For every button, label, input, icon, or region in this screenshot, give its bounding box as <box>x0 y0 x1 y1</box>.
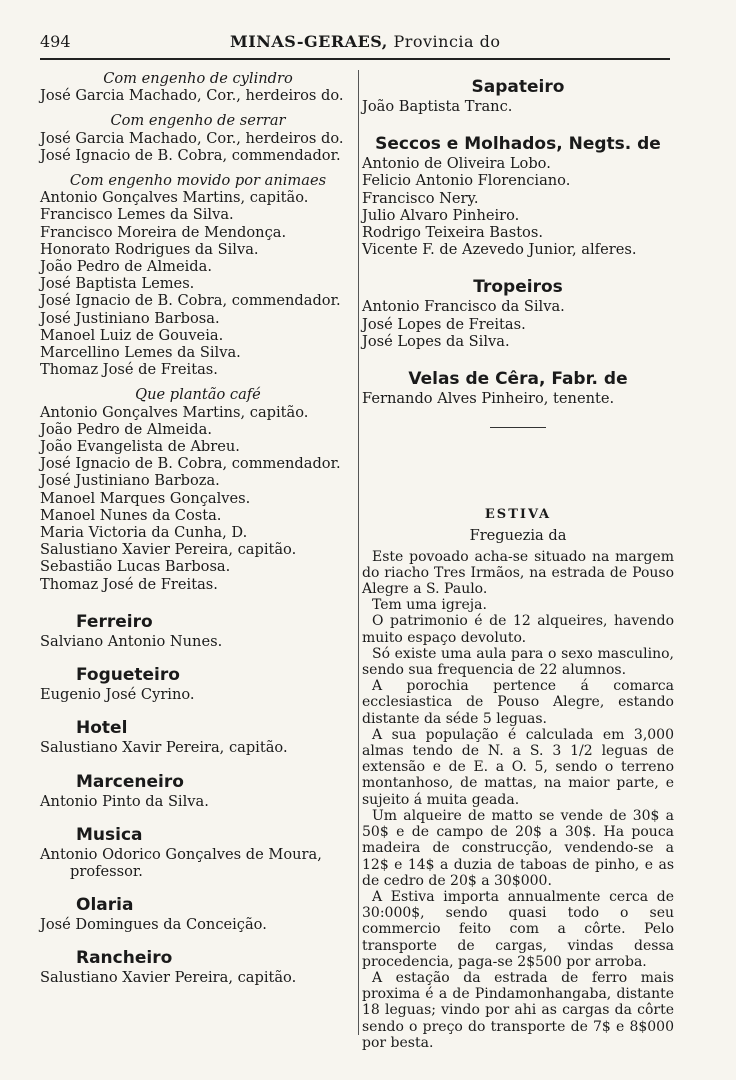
subheading: Com engenho de cylindro <box>103 70 293 87</box>
paragraph: Este povoado acha-se situado na margem do riacho Tres Irmãos, na estrada de Pouso Alegre a S. Paulo. <box>362 548 674 598</box>
estiva-subtitle: Freguezia da <box>469 527 567 545</box>
entry-list <box>362 298 674 350</box>
section-title: Seccos e Molhados, Negts. de <box>375 134 661 155</box>
entry-list <box>362 155 674 258</box>
page-number: 494 <box>40 32 71 51</box>
entry: Rodrigo Teixeira Bastos. <box>362 224 543 242</box>
entry: João Evangelista de Abreu. <box>40 438 240 456</box>
section-title: Ferreiro <box>76 611 153 632</box>
entry: Eugenio José Cyrino. <box>40 686 195 704</box>
entry: José Justiniano Barbosa. <box>40 309 220 327</box>
estiva-body <box>362 549 674 1051</box>
entry: José Ignacio de B. Cobra, commendador. <box>40 455 341 473</box>
entry: José Garcia Machado, Cor., herdeiros do. <box>40 87 344 105</box>
entry: Antonio Gonçalves Martins, capitão. <box>40 403 309 421</box>
entry: Manoel Luiz de Gouveia. <box>40 326 224 344</box>
estiva-title: ESTIVA <box>484 507 552 523</box>
entry: José Lopes da Silva. <box>362 332 510 350</box>
entry-list <box>40 404 356 593</box>
section-title: Musica <box>76 824 143 845</box>
column-divider <box>358 70 359 1035</box>
paragraph: O patrimonio é de 12 alqueires, havendo muito espaço devoluto. <box>362 613 674 646</box>
entry: professor. <box>70 862 143 880</box>
entry: Marcellino Lemes da Silva. <box>40 344 241 362</box>
section-title: Velas de Cêra, Fabr. de <box>408 369 628 390</box>
entry: Salustiano Xavir Pereira, capitão. <box>40 739 288 757</box>
entry-list <box>40 87 356 104</box>
entry: Thomaz José de Freitas. <box>40 361 218 379</box>
entry: Salustiano Xavier Pereira, capitão. <box>40 541 297 559</box>
entry: Antonio de Oliveira Lobo. <box>362 155 551 173</box>
entry: José Baptista Lemes. <box>40 275 195 293</box>
section-title: Hotel <box>76 718 128 739</box>
running-title-rest: Provincia do <box>393 32 501 51</box>
section-title: Tropeiros <box>473 277 563 298</box>
entry: Thomaz José de Freitas. <box>40 575 218 593</box>
paragraph: A estação da estrada de ferro mais proxima é a de Pindamonhangaba, distante 18 leguas; vindo por ahi as cargas da côrte sendo o preço do transporte de 7$ e 8$000 por besta. <box>362 969 674 1051</box>
entry: Manoel Nunes da Costa. <box>40 506 222 524</box>
entry: Honorato Rodrigues da Silva. <box>40 240 259 258</box>
entry: José Garcia Machado, Cor., herdeiros do. <box>40 129 344 147</box>
section-title: Olaria <box>76 895 134 916</box>
entry: Antonio Gonçalves Martins, capitão. <box>40 189 309 207</box>
entry-list <box>40 130 356 164</box>
entry: Fernando Alves Pinheiro, tenente. <box>362 390 615 408</box>
entry: João Baptista Tranc. <box>362 98 513 115</box>
left-column <box>40 70 356 987</box>
paragraph: A Estiva importa annualmente cerca de 30:000$, sendo quasi todo o seu commercio feito com a côrte. Pelo transporte de cargas, vindas dessa procedencia, paga-se 2$500 por arroba. <box>362 888 674 970</box>
entry: Maria Victoria da Cunha, D. <box>40 524 248 542</box>
running-title-bold: MINAS-GERAES, <box>230 32 388 51</box>
entry: Antonio Pinto da Silva. <box>40 792 209 810</box>
entry: Francisco Nery. <box>362 189 479 207</box>
entry: Felicio Antonio Florenciano. <box>362 172 571 190</box>
entry: José Lopes de Freitas. <box>362 315 526 333</box>
section-title: Marceneiro <box>76 771 184 792</box>
entry: Antonio Francisco da Silva. <box>362 298 565 316</box>
paragraph: A porochia pertence á comarca ecclesiastica de Pouso Alegre, estando distante da séde 5 leguas. <box>362 678 674 727</box>
entry-list <box>40 189 356 378</box>
entry: José Domingues da Conceição. <box>40 916 267 934</box>
entry: João Pedro de Almeida. <box>40 258 212 276</box>
running-title <box>230 32 501 51</box>
entry: José Ignacio de B. Cobra, commendador. <box>40 146 341 164</box>
entry: Antonio Odorico Gonçalves de Moura, <box>40 845 322 863</box>
entry: Vicente F. de Azevedo Junior, alferes. <box>362 241 637 259</box>
paragraph: Só existe uma aula para o sexo masculino, sendo sua frequencia de 22 alumnos. <box>362 645 674 679</box>
entry: João Pedro de Almeida. <box>40 420 212 438</box>
entry: Francisco Lemes da Silva. <box>40 206 234 224</box>
section-title: Rancheiro <box>76 948 173 969</box>
paragraph: Tem uma igreja. <box>372 597 487 614</box>
paragraph: A sua população é calculada em 3,000 almas tendo de N. a S. 3 1/2 leguas de extensão e de E. a O. 5, sendo o terreno montanhoso, de mattas, na maior parte, e sujeito á muita geada. <box>362 726 674 808</box>
entry: José Justiniano Barboza. <box>40 472 220 490</box>
section-rule <box>490 427 546 428</box>
subheading: Com engenho movido por animaes <box>69 172 327 190</box>
subheading: Com engenho de serrar <box>110 112 286 130</box>
entry: Sebastião Lucas Barbosa. <box>40 558 231 576</box>
entry: Julio Alvaro Pinheiro. <box>362 206 520 224</box>
entry: José Ignacio de B. Cobra, commendador. <box>40 292 341 310</box>
entry: Salustiano Xavier Pereira, capitão. <box>40 969 297 987</box>
subheading: Que plantão café <box>135 386 261 404</box>
paragraph: Um alqueire de matto se vende de 30$ a 50$ e de campo de 20$ a 30$. Ha pouca madeira de construcção, vendendo-se a 12$ e 14$ a duzia de taboas de pinho, e as de cedro de 20$ a 30$000. <box>362 807 674 889</box>
entry: Manoel Marques Gonçalves. <box>40 489 251 507</box>
section-title: Sapateiro <box>471 77 565 97</box>
section-title: Fogueteiro <box>76 665 180 686</box>
right-column <box>362 70 674 1051</box>
entry: Francisco Moreira de Mendonça. <box>40 223 287 241</box>
entry: Salviano Antonio Nunes. <box>40 632 223 650</box>
page-header <box>40 30 670 60</box>
